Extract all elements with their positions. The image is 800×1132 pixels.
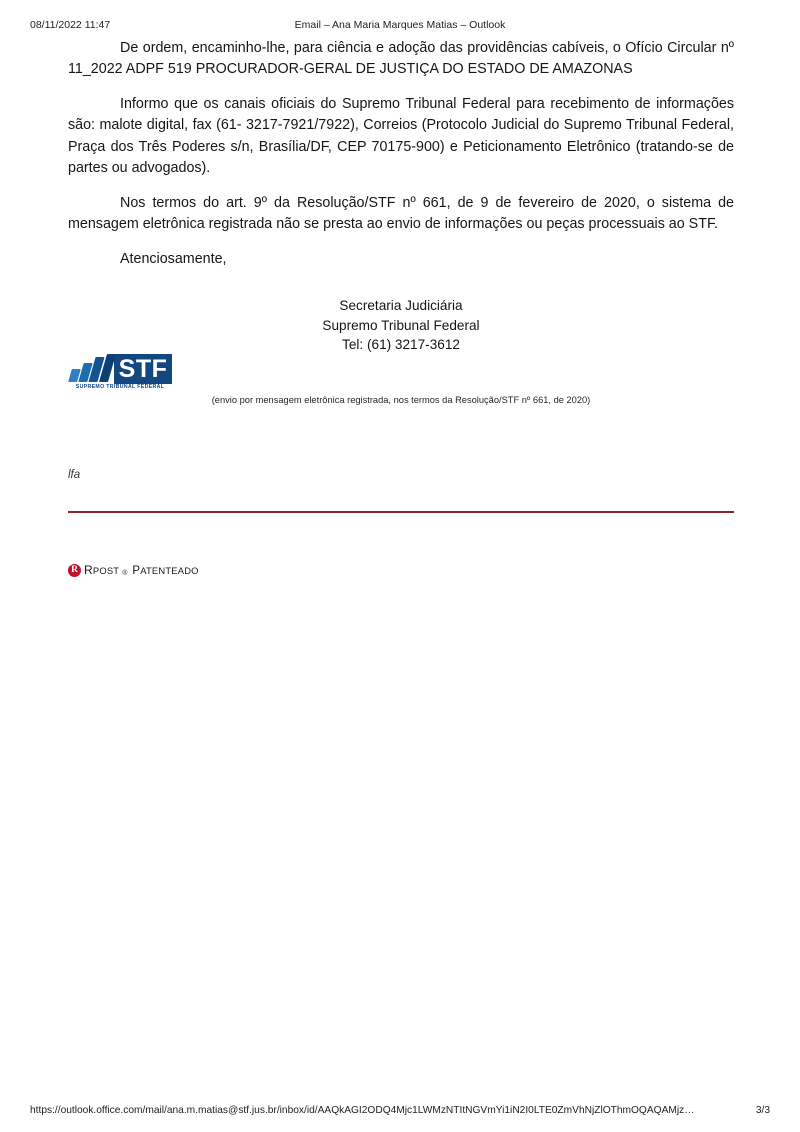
rpost-mark <box>68 561 734 577</box>
paragraph-3: Nos termos do art. 9º da Resolução/STF nº 661, de 9 de fevereiro de 2020, o sistema de mensagem eletrônica registrada não se presta ao envio de informações ou peças processuais ao STF. <box>68 194 734 233</box>
stf-logo-caption: SUPREMO TRIBUNAL FEDERAL <box>75 384 165 391</box>
rpost-patented <box>132 565 198 577</box>
closing-salutation: Atenciosamente, <box>120 251 227 268</box>
print-footer <box>30 1105 770 1116</box>
signature-block <box>68 296 734 407</box>
footer-url: https://outlook.office.com/mail/ana.m.matias@stf.jus.br/inbox/id/AAQkAGI2ODQ4Mjc1LWMzNTItNGVmYi1iN2I0LTE0ZmVhNjZlOThmOQAQAMjz… <box>30 1105 695 1116</box>
header-title: Email – Ana Maria Marques Matias – Outlook <box>294 19 506 31</box>
stf-bars-icon <box>68 354 114 384</box>
rpost-name-rest: POST <box>92 565 120 577</box>
stf-logo-graphic <box>68 354 172 384</box>
signature-line-1: Secretaria Judiciária <box>339 298 463 314</box>
rpost-patented-rest: ATENTEADO <box>140 565 199 577</box>
rpost-badge-icon: R <box>68 564 81 577</box>
paragraph-2: Informo que os canais oficiais do Supremo Tribunal Federal para recebimento de informações são: malote digital, fax (61- 3217-7921/7922), Correios (Protocolo Judicial do Supremo Tribunal Federal, Praça dos Três Poderes s/n, Brasília/DF, CEP 70175-900) e Peticionamento Eletrônico (tratando-se de partes ou advogados). <box>68 96 734 176</box>
footer-page-number: 3/3 <box>755 1105 770 1116</box>
rpost-name-first: R <box>84 563 93 578</box>
rpost-name <box>84 563 119 577</box>
document-body <box>68 38 734 577</box>
print-header <box>30 18 770 32</box>
paragraph-1: De ordem, encaminho-lhe, para ciência e adoção das providências cabíveis, o Ofício Circular nº 11_2022 ADPF 519 PROCURADOR-GERAL DE JUSTIÇA DO ESTADO DE AMAZONAS <box>68 40 734 78</box>
section-divider <box>68 511 734 513</box>
signature-line-3: Tel: (61) 3217-3612 <box>342 337 460 352</box>
stf-wordmark: STF <box>114 354 172 384</box>
delivery-note: (envio por mensagem eletrônica registrada, nos termos da Resolução/STF nº 661, de 2020) <box>211 395 591 406</box>
stf-logo <box>68 354 172 394</box>
signature-line-2: Supremo Tribunal Federal <box>322 317 480 333</box>
header-date: 08/11/2022 11:47 <box>30 19 111 31</box>
typist-initials: lfa <box>68 469 81 482</box>
rpost-patented-first: P <box>132 565 141 578</box>
registered-trademark-icon: ® <box>122 570 128 578</box>
